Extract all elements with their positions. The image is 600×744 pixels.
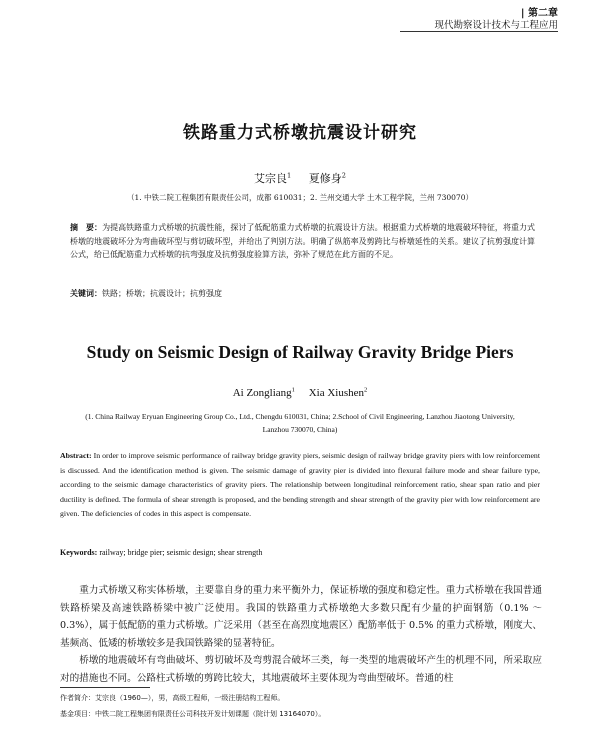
body-text xyxy=(60,582,542,687)
body-paragraph-2: 桥墩的地震破坏有弯曲破坏、剪切破坏及弯剪混合破坏三类，每一类型的地震破坏产生的机理不同，所采取应对的措施也不同。公路柱式桥墩的剪跨比较大，其地震破坏主要体现为弯曲型破坏。普通的柱 xyxy=(60,655,542,684)
chinese-abstract xyxy=(70,221,535,262)
en-abstract-text: In order to improve seismic performance of railway bridge gravity piers, seismic design of railway bridge gravity piers with low reinforcement is discussed. And the identification method is given. The seismic damage of gravity pier is divided into flexural failure mode and shear failure type, according to the seismic damage characteristics of gravity piers. The relationship between longitudinal reinforcement ratio, shear span ratio and pier ductility is defined. The formula of shear strength is proposed, and the bending strength and shear strength of the gravity pier with low reinforcement are given. The deficiencies of codes in this aspect is compensate. xyxy=(60,451,540,519)
footnote-funding: 基金项目：中铁二院工程集团有限责任公司科技开发计划课题（院计划 13164070）。 xyxy=(60,710,326,718)
footnote-rule xyxy=(60,687,150,688)
running-header-chapter: | 第二章 xyxy=(520,8,558,19)
english-authors xyxy=(0,387,600,399)
header-rule xyxy=(400,31,558,32)
cn-abstract-text: 为提高铁路重力式桥墩的抗震性能，探讨了低配筋重力式桥墩的抗震设计方法。根据重力式桥墩的地震破坏特征，将重力式桥墩的地震破坏分为弯曲破坏型与剪切破坏型，并给出了判别方法。明确了纵筋率及剪跨比与桥墩延性的关系。建议了抗剪强度计算公式，给已低配筋重力式桥墩的抗弯强度及抗剪强度验算方法，弥补了规范在此方面的不足。 xyxy=(70,223,536,259)
cn-author-2-sup: 2 xyxy=(341,171,346,180)
en-keywords-label: Keywords: xyxy=(60,548,98,557)
chinese-title: 铁路重力式桥墩抗震设计研究 xyxy=(183,123,417,143)
en-author-2: Xia Xiushen xyxy=(308,387,364,399)
running-header-book-title: 现代勘察设计技术与工程应用 xyxy=(434,20,558,31)
english-keywords xyxy=(60,548,540,557)
cn-author-1-sup: 1 xyxy=(287,171,292,180)
cn-keywords-text: 铁路；桥墩；抗震设计；抗剪强度 xyxy=(102,289,222,298)
en-abstract-label: Abstract: xyxy=(60,451,92,460)
en-author-1-sup: 1 xyxy=(291,386,295,394)
chinese-keywords xyxy=(70,288,535,299)
chinese-authors xyxy=(0,170,600,186)
cn-keywords-label: 关键词： xyxy=(70,288,102,298)
en-keywords-text: railway; bridge pier; seismic design; shear strength xyxy=(97,548,263,557)
cn-author-1: 艾宗良 xyxy=(254,172,288,185)
body-paragraph-1: 重力式桥墩又称实体桥墩，主要靠自身的重力来平衡外力，保证桥墩的强度和稳定性。重力式桥墩在我国普通铁路桥梁及高速铁路桥梁中被广泛使用。我国的铁路重力式桥墩绝大多数只配有少量的护面钢筋（0.1% ～ 0.3%），属于低配筋的重力式桥墩。广泛采用（甚至在高烈度地震区）配筋率低于 0.5% 的重力式桥墩，刚度大、基频高、低矮的桥墩较多是我国铁路梁的显著特征。 xyxy=(60,585,542,649)
en-author-1: Ai Zongliang xyxy=(232,387,292,399)
cn-abstract-label: 摘 要： xyxy=(70,222,103,232)
english-affiliation: (1. China Railway Eryuan Engineering Group Co., Ltd., Chengdu 610031, China; 2.School of Civil Engineering, Lanzhou Jiaotong University, Lanzhou 730070, China) xyxy=(85,412,515,434)
english-abstract xyxy=(60,449,540,522)
footnote-author-bio: 作者简介：艾宗良（1960—），男，高级工程师，一级注册结构工程师。 xyxy=(60,694,285,702)
en-author-2-sup: 2 xyxy=(364,386,368,394)
cn-author-2: 夏修身 xyxy=(308,172,342,185)
chinese-affiliation: （1. 中铁二院工程集团有限责任公司，成都 610031；2. 兰州交通大学 土木工程学院，兰州 730070） xyxy=(127,193,473,202)
english-title: Study on Seismic Design of Railway Gravity Bridge Piers xyxy=(86,342,514,362)
